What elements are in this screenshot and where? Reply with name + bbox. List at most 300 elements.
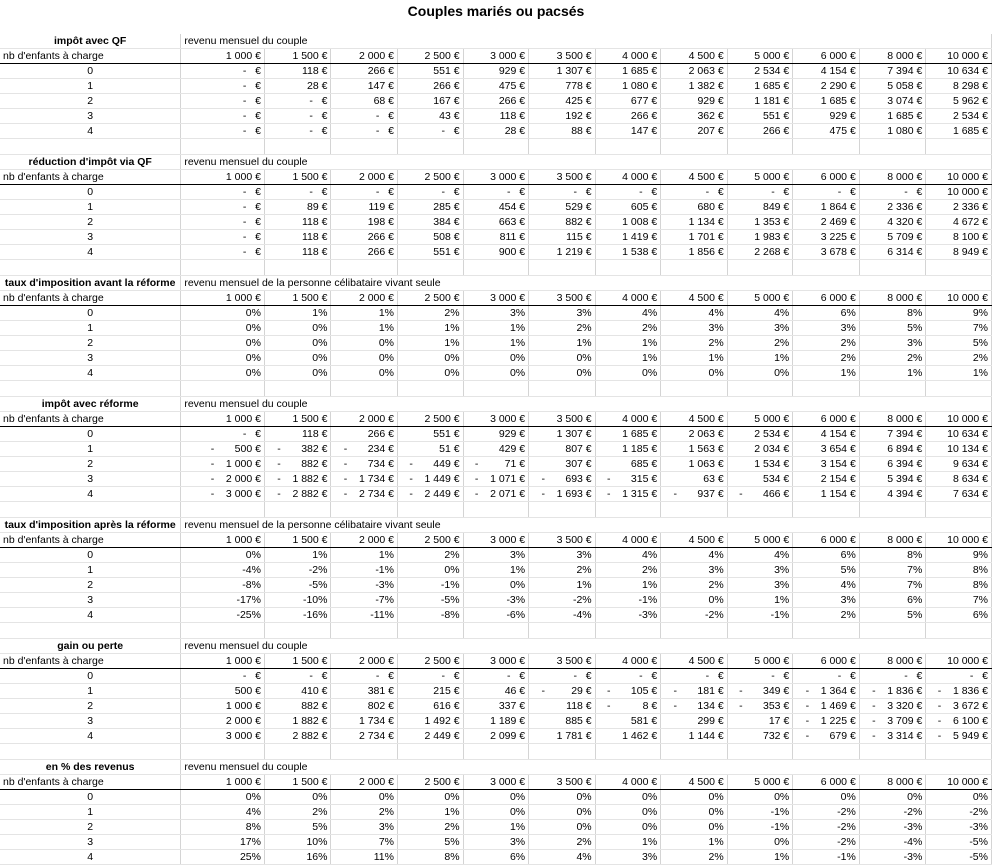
empty-cell <box>398 381 464 397</box>
value-cell: 0% <box>529 366 596 381</box>
value-cell: 4% <box>595 306 661 321</box>
value-cell: 4% <box>727 548 793 563</box>
value-cell: -2% <box>793 805 860 820</box>
value-cell: 3% <box>463 306 529 321</box>
value-cell: 4 154 € <box>793 64 860 79</box>
value-cell: 0% <box>661 790 728 805</box>
value-cell: 882 € <box>264 699 331 714</box>
value-cell: 5 058 € <box>859 79 926 94</box>
value-cell: 2% <box>595 321 661 336</box>
empty-cell <box>463 623 529 639</box>
value-cell: - € <box>529 185 596 200</box>
value-cell: 0% <box>727 790 793 805</box>
value-cell: 5% <box>926 336 992 351</box>
value-cell: -11% <box>331 608 398 623</box>
value-cell: 677 € <box>595 94 661 109</box>
value-cell: -2% <box>529 593 596 608</box>
value-cell: 0% <box>529 790 596 805</box>
value-cell: -2% <box>264 563 331 578</box>
income-column-header: 4 000 € <box>595 170 661 185</box>
value-cell: 0% <box>264 336 331 351</box>
value-cell: 425 € <box>529 94 596 109</box>
value-cell: 929 € <box>463 64 529 79</box>
value-cell: - 466 € <box>727 487 793 502</box>
value-cell: -8% <box>398 608 464 623</box>
value-cell: - 2 882 € <box>264 487 331 502</box>
value-cell: 2 882 € <box>264 729 331 744</box>
value-cell: 89 € <box>264 200 331 215</box>
income-column-header: 4 500 € <box>661 533 728 548</box>
value-cell: -4% <box>529 608 596 623</box>
table-row <box>0 245 992 260</box>
value-cell: 551 € <box>398 245 464 260</box>
value-cell: 811 € <box>463 230 529 245</box>
value-cell: 118 € <box>264 230 331 245</box>
income-column-header: 3 500 € <box>529 654 596 669</box>
value-cell: - 1 882 € <box>264 472 331 487</box>
empty-cell <box>181 260 265 276</box>
value-cell: 680 € <box>661 200 728 215</box>
value-cell: 1 181 € <box>727 94 793 109</box>
value-cell: 1% <box>793 366 860 381</box>
income-column-header: 4 000 € <box>595 412 661 427</box>
value-cell: - 349 € <box>727 684 793 699</box>
income-column-header: 5 000 € <box>727 775 793 790</box>
children-count: 3 <box>0 230 181 245</box>
value-cell: 581 € <box>595 714 661 729</box>
section-subtitle: revenu mensuel de la personne célibataire vivant seule <box>181 276 992 291</box>
value-cell: 1 685 € <box>595 64 661 79</box>
value-cell: - € <box>398 124 464 139</box>
table-row <box>0 185 992 200</box>
children-count: 0 <box>0 669 181 684</box>
value-cell: 1 144 € <box>661 729 728 744</box>
value-cell: -1% <box>331 563 398 578</box>
value-cell: 2% <box>529 563 596 578</box>
income-column-header: 3 000 € <box>463 533 529 548</box>
value-cell: 7% <box>926 593 992 608</box>
income-column-header: 6 000 € <box>793 533 860 548</box>
value-cell: 2 268 € <box>727 245 793 260</box>
section-subtitle: revenu mensuel du couple <box>181 34 992 49</box>
value-cell: 2% <box>793 351 860 366</box>
value-cell: - 1 693 € <box>529 487 596 502</box>
value-cell: 1% <box>331 306 398 321</box>
children-count: 0 <box>0 790 181 805</box>
income-column-header: 1 000 € <box>181 291 265 306</box>
value-cell: - € <box>463 185 529 200</box>
value-cell: - 1 071 € <box>463 472 529 487</box>
value-cell: 4% <box>595 548 661 563</box>
income-column-header: 4 500 € <box>661 412 728 427</box>
section-subtitle: revenu mensuel du couple <box>181 760 992 775</box>
income-column-header: 3 500 € <box>529 412 596 427</box>
income-column-header: 1 500 € <box>264 412 331 427</box>
empty-cell <box>264 260 331 276</box>
empty-cell <box>264 139 331 155</box>
value-cell: 266 € <box>331 230 398 245</box>
value-cell: - 8 € <box>595 699 661 714</box>
value-cell: 6 394 € <box>859 457 926 472</box>
income-column-header: 2 500 € <box>398 533 464 548</box>
kids-label: nb d'enfants à charge <box>0 49 181 64</box>
empty-cell <box>0 502 181 518</box>
empty-cell <box>595 381 661 397</box>
value-cell: 2% <box>398 306 464 321</box>
children-count: 4 <box>0 729 181 744</box>
table-row <box>0 593 992 608</box>
value-cell: 6 894 € <box>859 442 926 457</box>
value-cell: 551 € <box>727 109 793 124</box>
value-cell: 900 € <box>463 245 529 260</box>
table-row <box>0 351 992 366</box>
children-count: 3 <box>0 109 181 124</box>
value-cell: - € <box>859 669 926 684</box>
value-cell: 10% <box>264 835 331 850</box>
table-row <box>0 230 992 245</box>
value-cell: - 71 € <box>463 457 529 472</box>
value-cell: 88 € <box>529 124 596 139</box>
value-cell: 51 € <box>398 442 464 457</box>
income-column-header: 8 000 € <box>859 412 926 427</box>
value-cell: 7 394 € <box>859 64 926 79</box>
value-cell: 0% <box>181 790 265 805</box>
children-count: 2 <box>0 820 181 835</box>
value-cell: 849 € <box>727 200 793 215</box>
value-cell: 0% <box>398 790 464 805</box>
value-cell: 3 654 € <box>793 442 860 457</box>
value-cell: 25% <box>181 850 265 865</box>
value-cell: - 1 315 € <box>595 487 661 502</box>
income-column-header: 3 000 € <box>463 654 529 669</box>
income-column-header: 6 000 € <box>793 775 860 790</box>
value-cell: 0% <box>181 306 265 321</box>
empty-cell <box>859 623 926 639</box>
value-cell: 1 462 € <box>595 729 661 744</box>
empty-cell <box>727 502 793 518</box>
empty-cell <box>264 502 331 518</box>
value-cell: - € <box>181 200 265 215</box>
value-cell: 0% <box>529 351 596 366</box>
value-cell: 8 100 € <box>926 230 992 245</box>
children-count: 2 <box>0 457 181 472</box>
value-cell: 1 080 € <box>595 79 661 94</box>
value-cell: 732 € <box>727 729 793 744</box>
section-label: taux d'imposition après la réforme <box>0 518 181 533</box>
value-cell: -17% <box>181 593 265 608</box>
value-cell: 2% <box>595 563 661 578</box>
value-cell: -3% <box>859 820 926 835</box>
empty-cell <box>859 744 926 760</box>
empty-cell <box>661 744 728 760</box>
value-cell: 215 € <box>398 684 464 699</box>
value-cell: 1% <box>727 351 793 366</box>
value-cell: 1% <box>595 578 661 593</box>
value-cell: 2 063 € <box>661 64 728 79</box>
value-cell: 0% <box>727 835 793 850</box>
value-cell: 0% <box>595 366 661 381</box>
value-cell: 63 € <box>661 472 728 487</box>
income-column-header: 10 000 € <box>926 533 992 548</box>
income-column-header: 3 500 € <box>529 775 596 790</box>
value-cell: 17% <box>181 835 265 850</box>
value-cell: 8 298 € <box>926 79 992 94</box>
value-cell: 2 000 € <box>181 714 265 729</box>
value-cell: 17 € <box>727 714 793 729</box>
value-cell: - 181 € <box>661 684 728 699</box>
value-cell: - 2 071 € <box>463 487 529 502</box>
value-cell: 1% <box>264 548 331 563</box>
data-table <box>0 34 992 865</box>
empty-cell <box>398 502 464 518</box>
value-cell: 1 063 € <box>661 457 728 472</box>
empty-cell <box>926 139 992 155</box>
value-cell: 5% <box>264 820 331 835</box>
spacer-row <box>0 381 992 397</box>
value-cell: 1 563 € <box>661 442 728 457</box>
value-cell: 1 307 € <box>529 427 596 442</box>
income-column-header: 6 000 € <box>793 412 860 427</box>
value-cell: - 500 € <box>181 442 265 457</box>
value-cell: 929 € <box>661 94 728 109</box>
column-header-row <box>0 170 992 185</box>
children-count: 0 <box>0 185 181 200</box>
value-cell: 2% <box>331 805 398 820</box>
value-cell: 2% <box>859 351 926 366</box>
value-cell: 299 € <box>661 714 728 729</box>
value-cell: 7% <box>859 578 926 593</box>
value-cell: 5% <box>398 835 464 850</box>
value-cell: 2% <box>398 820 464 835</box>
value-cell: 0% <box>595 790 661 805</box>
value-cell: 7% <box>926 321 992 336</box>
empty-cell <box>926 260 992 276</box>
empty-cell <box>264 623 331 639</box>
children-count: 0 <box>0 306 181 321</box>
value-cell: -7% <box>331 593 398 608</box>
value-cell: - 3 000 € <box>181 487 265 502</box>
value-cell: 337 € <box>463 699 529 714</box>
income-column-header: 3 500 € <box>529 533 596 548</box>
value-cell: -8% <box>181 578 265 593</box>
value-cell: 2% <box>529 321 596 336</box>
value-cell: 2% <box>398 548 464 563</box>
table-row <box>0 699 992 714</box>
section-subtitle: revenu mensuel du couple <box>181 155 992 170</box>
value-cell: 1 419 € <box>595 230 661 245</box>
income-column-header: 2 500 € <box>398 291 464 306</box>
children-count: 1 <box>0 200 181 215</box>
income-column-header: 4 500 € <box>661 170 728 185</box>
empty-cell <box>0 623 181 639</box>
value-cell: 1 382 € <box>661 79 728 94</box>
income-column-header: 1 500 € <box>264 49 331 64</box>
income-column-header: 2 500 € <box>398 775 464 790</box>
value-cell: 0% <box>661 805 728 820</box>
empty-cell <box>595 623 661 639</box>
income-column-header: 4 500 € <box>661 291 728 306</box>
value-cell: -1% <box>727 805 793 820</box>
income-column-header: 2 500 € <box>398 49 464 64</box>
empty-cell <box>529 381 596 397</box>
empty-cell <box>331 139 398 155</box>
spacer-row <box>0 260 992 276</box>
value-cell: - € <box>331 669 398 684</box>
table-row <box>0 578 992 593</box>
value-cell: 118 € <box>264 245 331 260</box>
section-header-row <box>0 760 992 775</box>
value-cell: 266 € <box>595 109 661 124</box>
table-row <box>0 669 992 684</box>
value-cell: 3 074 € <box>859 94 926 109</box>
value-cell: 0% <box>595 820 661 835</box>
value-cell: -1% <box>595 593 661 608</box>
value-cell: -25% <box>181 608 265 623</box>
table-row <box>0 124 992 139</box>
income-column-header: 4 000 € <box>595 654 661 669</box>
income-column-header: 1 500 € <box>264 654 331 669</box>
value-cell: 3% <box>793 321 860 336</box>
value-cell: - € <box>181 79 265 94</box>
value-cell: - 6 100 € <box>926 714 992 729</box>
kids-label: nb d'enfants à charge <box>0 291 181 306</box>
empty-cell <box>463 260 529 276</box>
empty-cell <box>727 744 793 760</box>
table-row <box>0 64 992 79</box>
value-cell: 1% <box>529 336 596 351</box>
table-row <box>0 820 992 835</box>
value-cell: - 734 € <box>331 457 398 472</box>
value-cell: 4% <box>727 306 793 321</box>
value-cell: - € <box>181 124 265 139</box>
value-cell: 3% <box>529 548 596 563</box>
empty-cell <box>331 744 398 760</box>
value-cell: 0% <box>181 336 265 351</box>
value-cell: 3 154 € <box>793 457 860 472</box>
value-cell: - 3 314 € <box>859 729 926 744</box>
empty-cell <box>859 502 926 518</box>
children-count: 4 <box>0 245 181 260</box>
empty-cell <box>0 260 181 276</box>
value-cell: 663 € <box>463 215 529 230</box>
value-cell: 192 € <box>529 109 596 124</box>
value-cell: 7% <box>331 835 398 850</box>
value-cell: 8% <box>859 548 926 563</box>
empty-cell <box>529 502 596 518</box>
value-cell: -4% <box>859 835 926 850</box>
income-column-header: 1 500 € <box>264 291 331 306</box>
children-count: 1 <box>0 442 181 457</box>
empty-cell <box>331 623 398 639</box>
empty-cell <box>595 139 661 155</box>
value-cell: 0% <box>793 790 860 805</box>
value-cell: - 1 836 € <box>859 684 926 699</box>
empty-cell <box>926 623 992 639</box>
children-count: 4 <box>0 124 181 139</box>
table-row <box>0 336 992 351</box>
value-cell: - € <box>264 669 331 684</box>
income-column-header: 8 000 € <box>859 170 926 185</box>
value-cell: 605 € <box>595 200 661 215</box>
children-count: 0 <box>0 427 181 442</box>
value-cell: 266 € <box>331 64 398 79</box>
value-cell: 0% <box>398 366 464 381</box>
section-subtitle: revenu mensuel du couple <box>181 397 992 412</box>
value-cell: - € <box>595 185 661 200</box>
section-header-row <box>0 518 992 533</box>
value-cell: 11% <box>331 850 398 865</box>
value-cell: 0% <box>264 790 331 805</box>
empty-cell <box>398 623 464 639</box>
value-cell: 0% <box>463 790 529 805</box>
table-row <box>0 200 992 215</box>
value-cell: 1 856 € <box>661 245 728 260</box>
empty-cell <box>529 744 596 760</box>
empty-cell <box>793 381 860 397</box>
table-row <box>0 427 992 442</box>
value-cell: 1% <box>595 351 661 366</box>
value-cell: 4% <box>661 548 728 563</box>
value-cell: 1% <box>595 835 661 850</box>
income-column-header: 5 000 € <box>727 291 793 306</box>
value-cell: 1% <box>398 805 464 820</box>
value-cell: 0% <box>331 351 398 366</box>
value-cell: 2 336 € <box>926 200 992 215</box>
value-cell: - 2 734 € <box>331 487 398 502</box>
empty-cell <box>529 260 596 276</box>
value-cell: 5% <box>793 563 860 578</box>
value-cell: - 29 € <box>529 684 596 699</box>
section-header-row <box>0 639 992 654</box>
value-cell: 1% <box>727 593 793 608</box>
value-cell: 167 € <box>398 94 464 109</box>
value-cell: 0% <box>181 351 265 366</box>
value-cell: 1 538 € <box>595 245 661 260</box>
value-cell: 0% <box>398 351 464 366</box>
value-cell: - 1 734 € <box>331 472 398 487</box>
empty-cell <box>727 623 793 639</box>
value-cell: 929 € <box>793 109 860 124</box>
value-cell: 2 534 € <box>727 64 793 79</box>
value-cell: - € <box>661 669 728 684</box>
value-cell: -2% <box>793 835 860 850</box>
value-cell: 1% <box>926 366 992 381</box>
value-cell: 0% <box>398 563 464 578</box>
children-count: 3 <box>0 835 181 850</box>
income-column-header: 8 000 € <box>859 291 926 306</box>
empty-cell <box>0 139 181 155</box>
value-cell: 381 € <box>331 684 398 699</box>
income-column-header: 10 000 € <box>926 412 992 427</box>
value-cell: 5 394 € <box>859 472 926 487</box>
table-row <box>0 548 992 563</box>
value-cell: - € <box>331 124 398 139</box>
value-cell: 28 € <box>264 79 331 94</box>
empty-cell <box>181 623 265 639</box>
value-cell: 6% <box>793 306 860 321</box>
income-column-header: 1 500 € <box>264 775 331 790</box>
income-column-header: 3 000 € <box>463 412 529 427</box>
income-column-header: 4 000 € <box>595 49 661 64</box>
empty-cell <box>793 502 860 518</box>
children-count: 4 <box>0 850 181 865</box>
value-cell: 1 685 € <box>859 109 926 124</box>
income-column-header: 8 000 € <box>859 775 926 790</box>
value-cell: - 382 € <box>264 442 331 457</box>
value-cell: 2 534 € <box>727 427 793 442</box>
value-cell: -1% <box>727 608 793 623</box>
section-subtitle: revenu mensuel de la personne célibataire vivant seule <box>181 518 992 533</box>
